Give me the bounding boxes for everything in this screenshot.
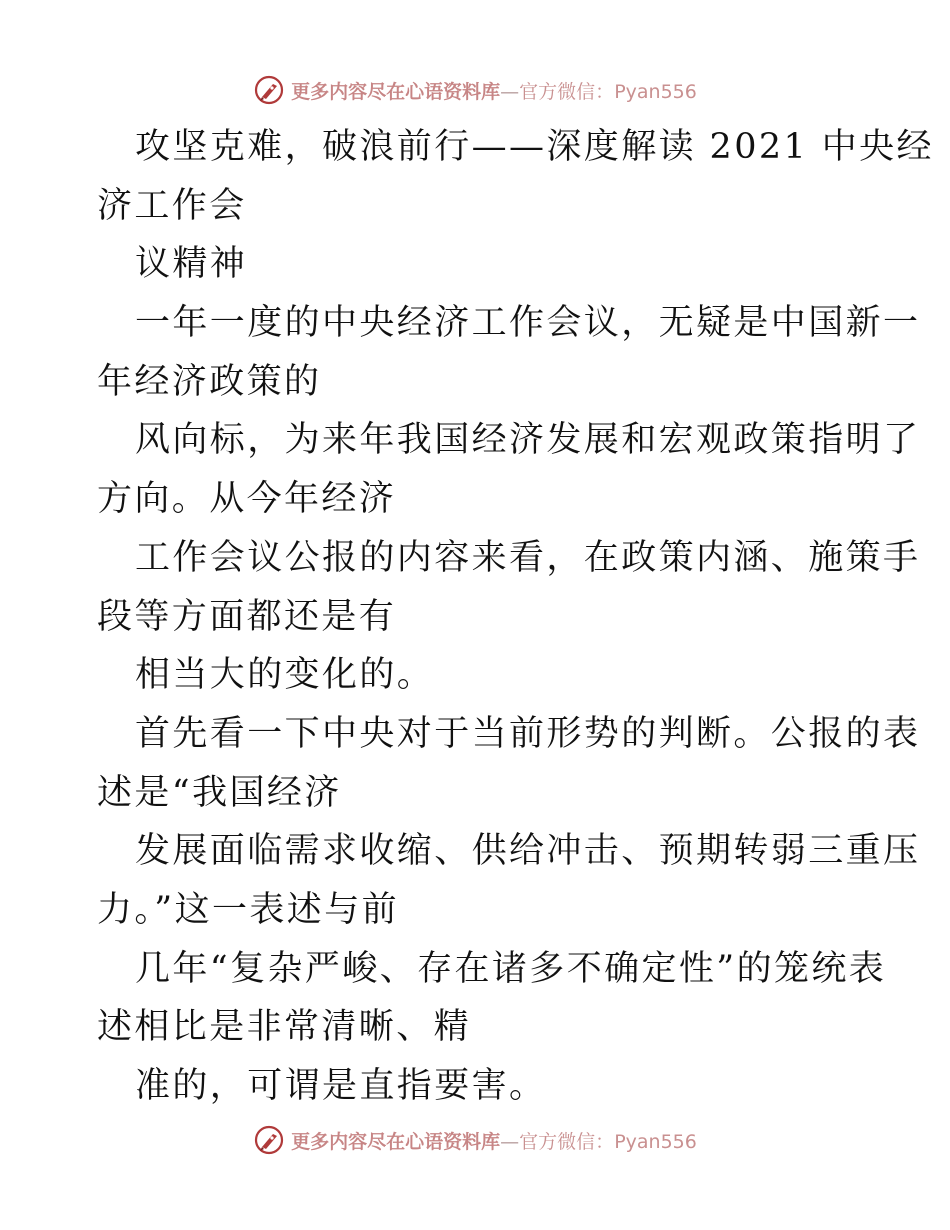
banner-wechat-id: Pyan556 <box>614 80 697 103</box>
text-line: 年经济政策的 <box>97 361 322 402</box>
text-line: 发展面临需求收缩、供给冲击、预期转弱三重压 <box>135 831 921 872</box>
text-line: 工作会议公报的内容来看，在政策内涵、施策手 <box>135 537 921 578</box>
text-line: 一年一度的中央经济工作会议，无疑是中国新一 <box>135 303 921 344</box>
text-line: 风向标，为来年我国经济发展和宏观政策指明了 <box>135 420 921 461</box>
text-line: 首先看一下中央对于当前形势的判断。公报的表 <box>135 713 921 754</box>
document-body <box>97 118 934 1116</box>
text-line: 几年“复杂严峻、存在诸多不确定性”的笼统表 <box>135 948 887 989</box>
text-line: 济工作会 <box>97 185 247 226</box>
pen-nib-logo-icon <box>253 1124 285 1156</box>
header-banner <box>0 70 950 110</box>
text-line: 攻坚克难，破浪前行——深度解读 2021 中央经 <box>135 127 934 167</box>
banner-title: 更多内容尽在心语资料库 <box>291 80 501 103</box>
banner-text <box>291 77 697 104</box>
banner-dash: — <box>500 80 520 103</box>
text-line: 议精神 <box>135 244 248 285</box>
banner-title: 更多内容尽在心语资料库 <box>291 1130 501 1153</box>
text-line: 方向。从今年经济 <box>97 479 397 520</box>
banner-wechat-label: 官方微信： <box>519 1130 615 1153</box>
pen-nib-logo-icon <box>253 74 285 106</box>
banner-dash: — <box>500 1130 520 1153</box>
footer-banner <box>0 1120 950 1160</box>
text-line: 相当大的变化的。 <box>135 655 435 696</box>
banner-wechat-id: Pyan556 <box>614 1130 697 1153</box>
text-line: 述相比是非常清晰、精 <box>97 1007 472 1048</box>
text-line: 段等方面都还是有 <box>97 596 397 637</box>
text-line: 准的，可谓是直指要害。 <box>135 1066 547 1106</box>
banner-text <box>291 1127 697 1154</box>
banner-wechat-label: 官方微信： <box>519 80 615 103</box>
text-line: 述是“我国经济 <box>97 772 342 813</box>
text-line: 力。”这一表述与前 <box>97 889 399 930</box>
